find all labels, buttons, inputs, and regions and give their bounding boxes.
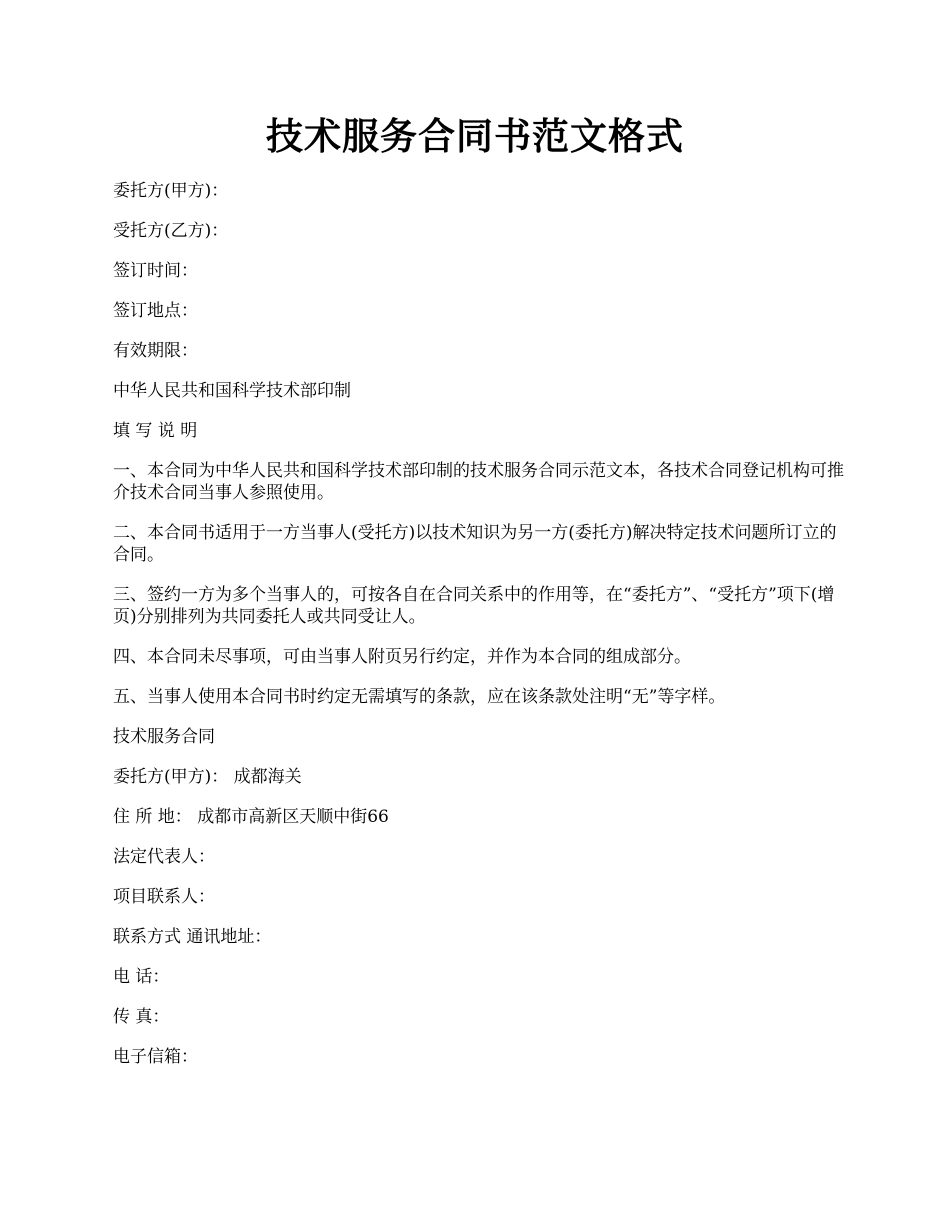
paragraph-client-name: 委托方(甲方)： 成都海关 [113, 767, 302, 787]
paragraph-sign-date: 签订时间： [113, 261, 198, 281]
paragraph-address: 住 所 地： 成都市高新区天顺中街66 [113, 807, 389, 827]
paragraph-email: 电子信箱： [113, 1047, 198, 1067]
paragraph-instruction-3: 三、签约一方为多个当事人的，可按各自在合同关系中的作用等，在“委托方”、“受托方”项下(增页)分别排列为共同委托人或共同受让人。 [113, 585, 835, 627]
paragraph-printed-by: 中华人民共和国科学技术部印制 [113, 381, 351, 401]
paragraph-legal-rep: 法定代表人： [113, 847, 215, 867]
paragraph-instructions-heading: 填 写 说 明 [113, 421, 198, 441]
document-body [113, 180, 845, 1086]
paragraph-fax: 传 真： [113, 1007, 170, 1027]
paragraph-validity: 有效期限： [113, 341, 198, 361]
paragraph-instruction-2: 二、本合同书适用于一方当事人(受托方)以技术知识为另一方(委托方)解决特定技术问题所订立的合同。 [113, 523, 837, 565]
paragraph-project-contact: 项目联系人： [113, 887, 215, 907]
paragraph-instruction-5: 五、当事人使用本合同书时约定无需填写的条款，应在该条款处注明“无”等字样。 [113, 687, 726, 707]
paragraph-instruction-1: 一、本合同为中华人民共和国科学技术部印制的技术服务合同示范文本，各技术合同登记机构可推介技术合同当事人参照使用。 [113, 461, 844, 503]
paragraph-sign-place: 签订地点： [113, 301, 198, 321]
paragraph-phone: 电 话： [113, 967, 170, 987]
paragraph-contact-address: 联系方式 通讯地址： [113, 927, 272, 947]
paragraph-instruction-4: 四、本合同未尽事项，可由当事人附页另行约定，并作为本合同的组成部分。 [113, 647, 691, 667]
document-title: 技术服务合同书范文格式 [266, 114, 684, 158]
paragraph-contractor: 受托方(乙方)： [113, 221, 229, 241]
paragraph-contract-heading: 技术服务合同 [113, 727, 215, 747]
paragraph-client: 委托方(甲方)： [113, 181, 229, 201]
